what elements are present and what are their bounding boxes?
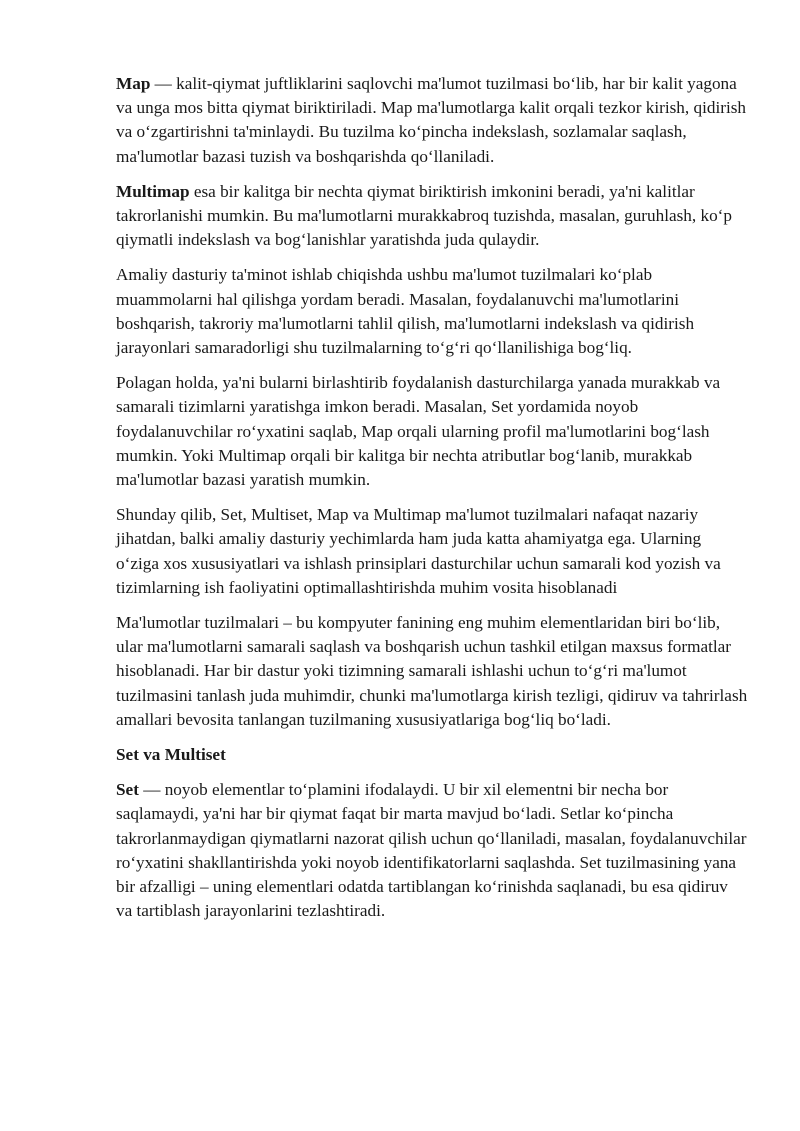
paragraph-practical-use: Amaliy dasturiy ta'minot ishlab chiqishda ushbu ma'lumot tuzilmalari koʻplab muammolarni hal qilishga yordam beradi. Masalan, foydalanuvchi ma'lumotlarini boshqarish, takroriy ma'lumotlarni tahlil qilish, ma'lumotlarni indekslash va qidirish jarayonlari samaradorligi shu tuzilmalarning toʻgʻri qoʻllanilishiga bogʻliq. <box>116 265 695 358</box>
paragraph-set-text: — noyob elementlar toʻplamini ifodalaydi. U bir xil elementni bir necha bor saqlamaydi, ya'ni har bir qiymat faqat bir marta mavjud boʻladi. Setlar koʻpincha takrorlanmaydigan qiymatlarni nazorat qilish uchun qoʻllaniladi, masalan, foydalanuvchilar roʻyxatini shakllantirishda yoki noyob identifikatorlarni saqlashda. Set tuzilmasining yana bir afzalligi – uning elementlari odatda tartiblangan koʻrinishda saqlanadi, bu esa qidiruv va tartiblash jarayonlarini tezlashtiradi. <box>116 780 747 921</box>
paragraph-set <box>116 778 748 923</box>
paragraph-multimap <box>116 180 748 253</box>
paragraph-multimap-text: esa bir kalitga bir nechta qiymat biriktirish imkonini beradi, ya'ni kalitlar takrorlanishi mumkin. Bu ma'lumotlarni murakkabroq tuzishda, masalan, guruhlash, koʻp qiymatli indekslash va bogʻlanishlar yaratishda juda qulaydir. <box>116 181 732 250</box>
paragraph-map <box>116 72 748 169</box>
paragraph-conclusion: Shunday qilib, Set, Multiset, Map va Multimap ma'lumot tuzilmalari nafaqat nazariy jihatdan, balki amaliy dasturiy yechimlarda ham juda katta ahamiyatga ega. Ularning oʻziga xos xususiyatlari va ishlash prinsiplari dasturchilar uchun samarali kod yozish va tizimlarning ish faoliyatini optimallashtirishda muhim vosita hisoblanadi <box>116 505 721 597</box>
section-heading: Set va Multiset <box>116 745 226 765</box>
paragraph-combination: Polagan holda, ya'ni bularni birlashtirib foydalanish dasturchilarga yanada murakkab va samarali tizimlarni yaratishga imkon beradi. Masalan, Set yordamida noyob foydalanuvchilar roʻyxatini saqlab, Map orqali ularning profil ma'lumotlarini bogʻlash mumkin. Yoki Multimap orqali bir kalitga bir nechta atributlar bogʻlanib, murakkab ma'lumotlar bazasi yaratish mumkin. <box>116 373 721 490</box>
document-page <box>116 72 748 935</box>
term-multimap: Multimap <box>116 181 190 201</box>
paragraph-map-text: — kalit-qiymat juftliklarini saqlovchi ma'lumot tuzilmasi boʻlib, har bir kalit yagona va unga mos bitta qiymat biriktiriladi. Map ma'lumotlarga kalit orqali tezkor kirish, qidirish va oʻzgartirishni ta'minlaydi. Bu tuzilma koʻpincha indekslash, sozlamalar saqlash, ma'lumotlar bazasi tuzish va boshqarishda qoʻllaniladi. <box>116 74 747 166</box>
term-set: Set <box>116 780 139 800</box>
paragraph-data-structures: Ma'lumotlar tuzilmalari – bu kompyuter fanining eng muhim elementlaridan biri boʻlib, ular ma'lumotlarni samarali saqlash va boshqarish uchun tashkil etilgan maxsus formatlar hisoblanadi. Har bir dastur yoki tizimning samarali ishlashi uchun toʻgʻri ma'lumot tuzilmasini tanlash juda muhimdir, chunki ma'lumotlarga kirish tezligi, qidiruv va tahrirlash amallari bevosita tanlangan tuzilmaning xususiyatlariga bogʻliq boʻladi. <box>116 613 748 729</box>
term-map: Map <box>116 74 151 93</box>
